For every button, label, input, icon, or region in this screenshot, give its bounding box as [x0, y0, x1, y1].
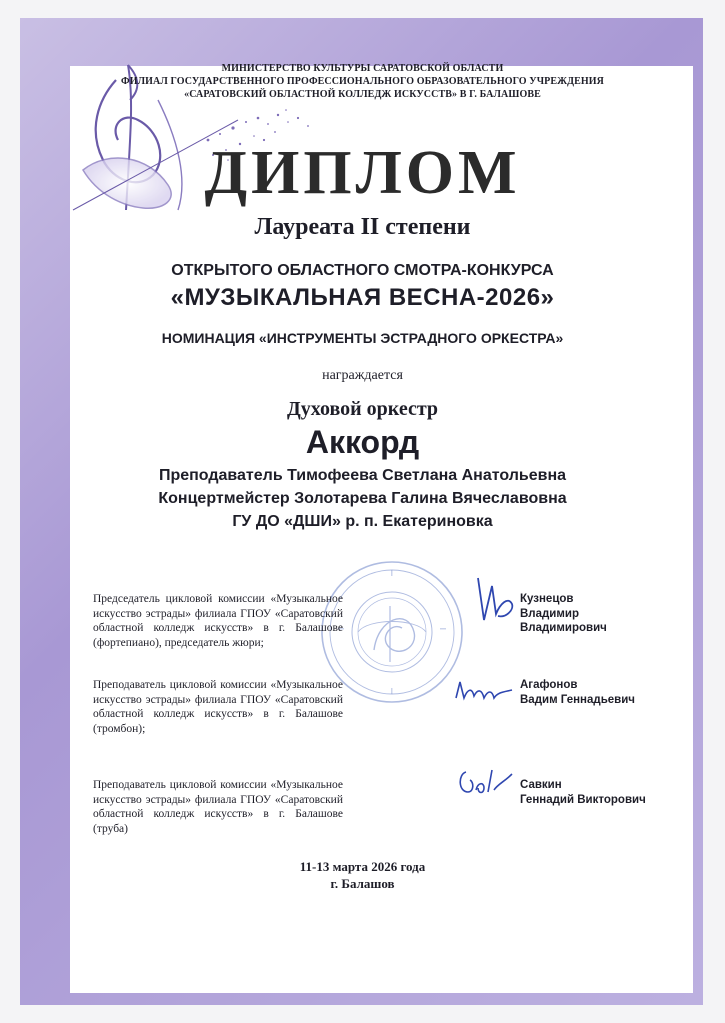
- ensemble-name: Аккорд: [305, 424, 420, 460]
- jury-name-3: [520, 778, 646, 807]
- organization-header: [0, 62, 725, 101]
- jury-name-1-line-1: Кузнецов: [520, 593, 574, 605]
- teacher-line: Преподаватель Тимофеева Светлана Анатольевна: [158, 467, 567, 484]
- recipient-staff: [0, 464, 725, 533]
- signature-2: [452, 676, 516, 706]
- contest-name: «МУЗЫКАЛЬНАЯ ВЕСНА-2026»: [170, 284, 555, 311]
- date-place: [0, 858, 725, 892]
- signature-3: [456, 764, 516, 800]
- accompanist-line: Концертмейстер Золотарева Галина Вячеславовна: [158, 490, 567, 507]
- jury-name-2-line-1: Агафонов: [520, 679, 578, 691]
- nomination: НОМИНАЦИЯ «ИНСТРУМЕНТЫ ЭСТРАДНОГО ОРКЕСТРА»: [161, 330, 564, 346]
- diploma-title: ДИПЛОМ: [204, 139, 521, 207]
- jury-name-2: [520, 678, 635, 707]
- laureate-degree: Лауреата II степени: [254, 214, 471, 240]
- organization-line-3: «САРАТОВСКИЙ ОБЛАСТНОЙ КОЛЛЕДЖ ИСКУССТВ» В Г. БАЛАШОВЕ: [184, 89, 541, 100]
- event-city: г. Балашов: [330, 876, 395, 891]
- jury-position-1: Председатель цикловой комиссии «Музыкальное искусство эстрады» филиала ГПОУ «Саратовский областной колледж искусств» в г. Балашове (фортепиано), председатель жюри;: [93, 593, 343, 649]
- recipient-group: Духовой оркестр: [286, 398, 439, 420]
- awarded-label: награждается: [322, 368, 403, 383]
- jury-position-3: Преподаватель цикловой комиссии «Музыкальное искусство эстрады» филиала ГПОУ «Саратовский областной колледж искусств» в г. Балашове (труба): [93, 779, 343, 835]
- school-line: ГУ ДО «ДШИ» р. п. Екатериновка: [232, 513, 493, 530]
- contest-line: ОТКРЫТОГО ОБЛАСТНОГО СМОТРА-КОНКУРСА: [171, 262, 554, 279]
- jury-name-2-line-2: Вадим Геннадьевич: [520, 693, 635, 706]
- event-date: 11-13 марта 2026 года: [299, 859, 426, 874]
- jury-position-2: Преподаватель цикловой комиссии «Музыкальное искусство эстрады» филиала ГПОУ «Саратовский областной колледж искусств» в г. Балашове (тромбон);: [93, 679, 343, 735]
- jury-name-1: [520, 592, 607, 636]
- jury-name-3-line-2: Геннадий Викторович: [520, 793, 646, 806]
- organization-line-1: МИНИСТЕРСТВО КУЛЬТУРЫ САРАТОВСКОЙ ОБЛАСТИ: [221, 63, 504, 74]
- signature-1: [470, 574, 520, 632]
- organization-line-2: ФИЛИАЛ ГОСУДАРСТВЕННОГО ПРОФЕССИОНАЛЬНОГО ОБРАЗОВАТЕЛЬНОГО УЧРЕЖДЕНИЯ: [121, 76, 604, 87]
- jury-name-1-line-3: Владимирович: [520, 622, 607, 634]
- jury-name-3-line-1: Савкин: [520, 779, 562, 791]
- jury-name-1-line-2: Владимир: [520, 607, 579, 620]
